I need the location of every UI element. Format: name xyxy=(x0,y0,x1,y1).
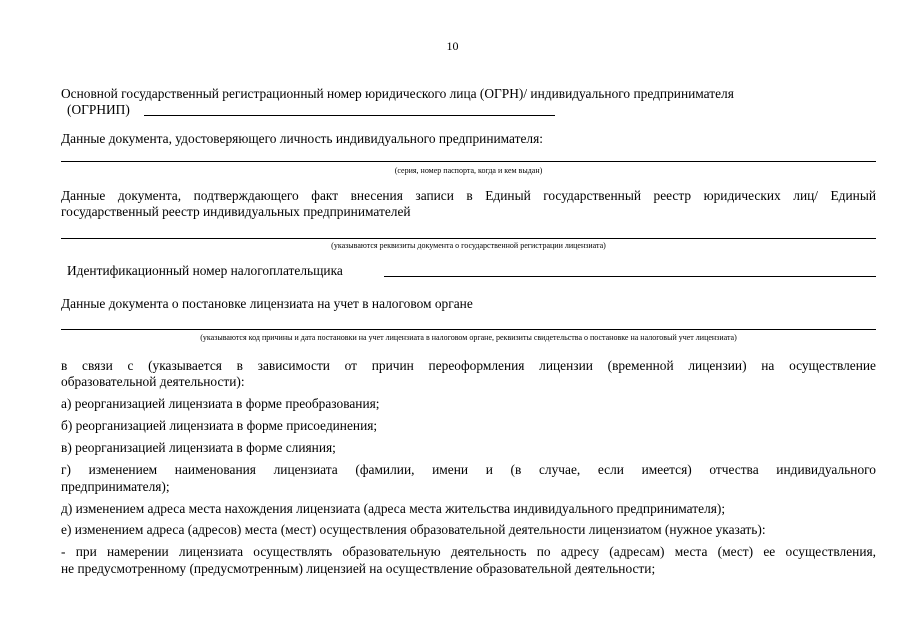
identity-doc-label: Данные документа, удостоверяющего личность индивидуального предпринимателя: xyxy=(61,131,543,146)
reason-a: а) реорганизацией лицензиата в форме преобразования; xyxy=(61,396,380,411)
registry-doc-label-line1: Данные документа, подтверждающего факт внесения записи в Единый государственный реестр юридических лиц/ Единый xyxy=(61,188,876,203)
ogrn-label-line1: Основной государственный регистрационный номер юридического лица (ОГРН)/ индивидуального предпринимателя xyxy=(61,86,734,101)
reason-b: б) реорганизацией лицензиата в форме присоединения; xyxy=(61,418,378,433)
reason-dash-line2: не предусмотренному (предусмотренным) лицензией на осуществление образовательной деятельности; xyxy=(61,561,656,576)
reason-g-line2: предпринимателя); xyxy=(61,479,170,494)
reason-e: е) изменением адреса (адресов) места (мест) осуществления образовательной деятельности лицензиатом (нужное указать): xyxy=(61,522,766,537)
tax-doc-input-line[interactable] xyxy=(61,329,876,330)
tax-doc-label: Данные документа о постановке лицензиата на учет в налоговом органе xyxy=(61,296,473,311)
ogrn-input-line[interactable] xyxy=(144,115,555,116)
registry-doc-input-line[interactable] xyxy=(61,238,876,239)
inn-input-line[interactable] xyxy=(384,276,876,277)
registry-doc-caption: (указываются реквизиты документа о государственной регистрации лицензиата) xyxy=(331,241,606,250)
ogrn-label-line2: (ОГРНИП) xyxy=(67,102,130,117)
tax-doc-caption: (указываются код причины и дата постановки на учет лицензиата в налоговом органе, реквизиты свидетельства о постановке на налоговый учет лицензиата) xyxy=(200,333,737,342)
page-number: 10 xyxy=(446,39,459,53)
reasons-intro-line1: в связи с (указывается в зависимости от причин переоформления лицензии (временной лицензии) на осуществление xyxy=(61,358,876,373)
registry-doc-label-line2: государственный реестр индивидуальных предпринимателей xyxy=(61,204,411,219)
reason-g-line1: г) изменением наименования лицензиата (фамилии, имени и (в случае, если имеется) отчества индивидуального xyxy=(61,462,876,477)
reason-d: д) изменением адреса места нахождения лицензиата (адреса места жительства индивидуального предпринимателя); xyxy=(61,501,726,516)
reason-v: в) реорганизацией лицензиата в форме слияния; xyxy=(61,440,336,455)
identity-doc-caption: (серия, номер паспорта, когда и кем выдан) xyxy=(394,166,543,175)
identity-doc-input-line[interactable] xyxy=(61,161,876,162)
inn-label: Идентификационный номер налогоплательщика xyxy=(67,263,343,278)
reason-dash-line1: - при намерении лицензиата осуществлять образовательную деятельность по адресу (адресам) места (мест) ее осуществления, xyxy=(61,544,876,559)
reasons-intro-line2: образовательной деятельности): xyxy=(61,374,245,389)
